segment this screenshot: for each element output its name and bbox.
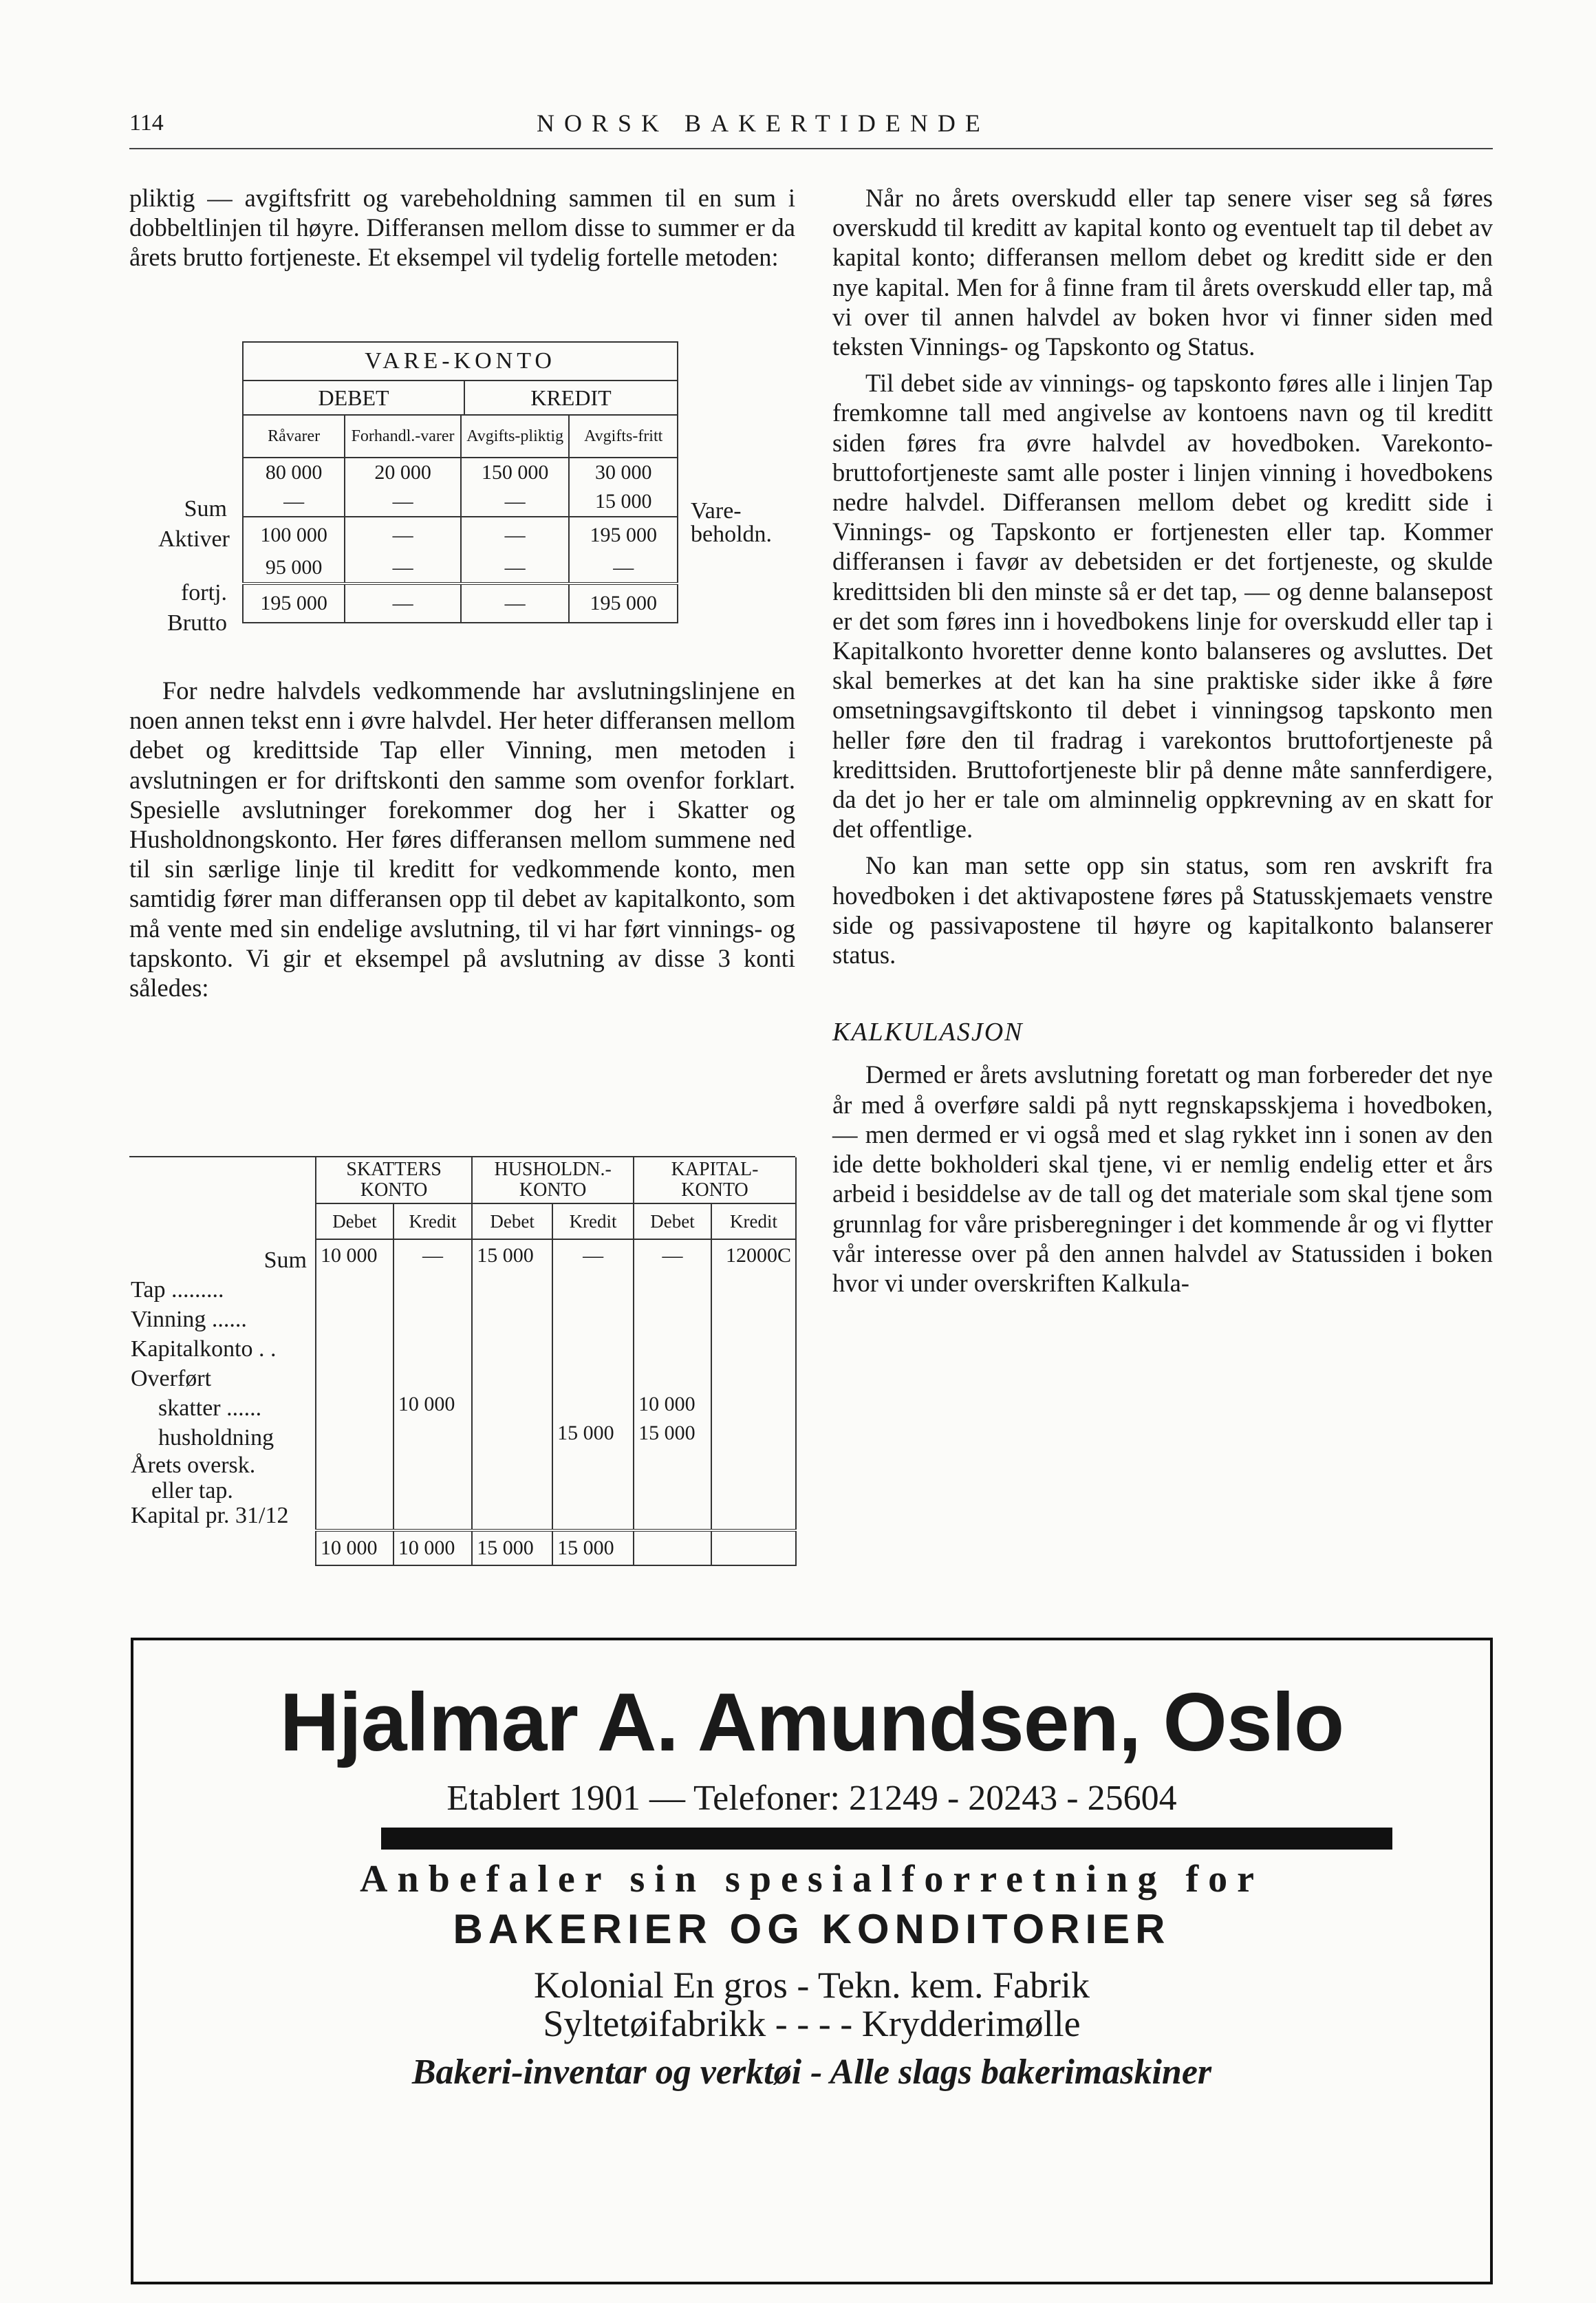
cell: — bbox=[569, 553, 678, 583]
vare-left-labels bbox=[158, 494, 230, 639]
label-vinning: Vinning ...... bbox=[131, 1307, 247, 1332]
label-husholdning: husholdning bbox=[158, 1425, 274, 1450]
kredit-head: KREDIT bbox=[464, 381, 677, 414]
sub-kredit: Kredit bbox=[393, 1203, 472, 1239]
right-paragraph-3: No kan man sette opp sin status, som ren avskrift fra hovedboken i det aktivapostene føres på Statusskjemaets venstre side og passivapostene til høyre og kapitalkonto balanserer status. bbox=[832, 851, 1493, 970]
ad-trade: BAKERIER OG KONDITORIER bbox=[453, 1906, 1171, 1952]
journal-title: NORSK BAKERTIDENDE bbox=[537, 109, 990, 137]
cell bbox=[316, 1419, 393, 1448]
table-row bbox=[243, 487, 678, 517]
cell bbox=[472, 1419, 552, 1448]
cell: 15 000 bbox=[472, 1530, 552, 1565]
sub-kredit: Kredit bbox=[552, 1203, 634, 1239]
right-paragraph-1: Når no årets overskudd eller tap senere viser seg så føres overskudd til kreditt av kapital konto og eventuelt tap til debet av kapital konto; differansen mellom debet og kreditt side er den nye kapital. Men for å finne fram til årets overskudd eller tap, må vi over til annen halvdel av boken hvor vi finner siden med teksten Vinnings- og Tapskonto og Status. bbox=[832, 184, 1493, 361]
cell bbox=[711, 1390, 796, 1419]
cell: — bbox=[461, 583, 570, 623]
sub-kredit: Kredit bbox=[711, 1203, 796, 1239]
cell: 15 000 bbox=[552, 1419, 634, 1448]
husholdning-row bbox=[316, 1419, 796, 1448]
subhead: Forhandl.-varer bbox=[345, 415, 461, 458]
cell: — bbox=[345, 517, 461, 553]
ad-line-1: Kolonial En gros - Tekn. kem. Fabrik bbox=[533, 1964, 1090, 2006]
label-brutto: Brutto bbox=[167, 610, 227, 636]
label-kapital-pr: Kapital pr. 31/12 bbox=[131, 1503, 289, 1528]
cell: — bbox=[461, 517, 570, 553]
cell: 10 000 bbox=[634, 1390, 711, 1419]
head-husholdn: HUSHOLDN.-KONTO bbox=[472, 1157, 634, 1203]
ad-line-3: Bakeri-inventar og verktøi - Alle slags bakerimaskiner bbox=[411, 2053, 1212, 2092]
cell: 95 000 bbox=[243, 553, 345, 583]
table-row bbox=[243, 517, 678, 553]
spacer-row bbox=[316, 1272, 796, 1390]
label-aktiver: Aktiver bbox=[158, 526, 230, 552]
subhead: Avgifts-pliktig bbox=[461, 415, 570, 458]
head-kapital: KAPITAL-KONTO bbox=[634, 1157, 796, 1203]
vare-side-heads bbox=[242, 380, 678, 414]
konto-labels bbox=[131, 1245, 307, 1528]
cell: — bbox=[243, 487, 345, 517]
label-tap: Tap ......... bbox=[131, 1277, 224, 1303]
cell bbox=[634, 1530, 711, 1565]
cell: 195 000 bbox=[243, 583, 345, 623]
sub-debet: Debet bbox=[472, 1203, 552, 1239]
middle-paragraph: For nedre halvdels vedkommende har avslutningslinjene en noen annen tekst enn i øvre halvdel. Her heter differansen mellom debet og kredittside Tap eller Vinning, men metoden i avslutningen er for driftskonti den samme som ovenfor forklart. Spesielle avslutninger forekommer dog her i Skatter og Husholdnongskonto. Her føres differansen mellom summene ned til sin særlige linje til kreditt for vedkommende konto, men samtidig fører man differansen opp til debet av kapitalkonto, som må vente med sin endelige avslutning, til vi har ført vinnings- og tapskonto. Vi gir et eksempel på avslutning av disse 3 konti således: bbox=[129, 676, 795, 1003]
cell: 15 000 bbox=[472, 1239, 552, 1272]
right-paragraph-4: Dermed er årets avslutning foretatt og man forbereder det nye år med å overføre saldi på nytt regnskapsskjema i hovedboken, — men dermed er vi også med et slag rykket inn i sonen av den ide dette bokholderi skal tjene, vi er nemlig endelig etter et års arbeid i besiddelse av de tall og det materiale som skal tjene som grunnlag for våre prisberegninger i det kommende år og vi flytter vår interesse over på den annen halvdel av Statussiden i boken hvor vi under overskriften Kalkula- bbox=[832, 1060, 1493, 1297]
label-skatter: skatter ...... bbox=[158, 1395, 262, 1421]
cell: — bbox=[345, 487, 461, 517]
spacer-row bbox=[316, 1448, 796, 1530]
header-rule bbox=[129, 148, 1493, 149]
ad-recommends: Anbefaler sin spesialforretning for bbox=[360, 1858, 1264, 1900]
cell bbox=[552, 1390, 634, 1419]
skatter-row bbox=[316, 1390, 796, 1419]
cell: 15 000 bbox=[552, 1530, 634, 1565]
intro-paragraph: pliktig — avgiftsfritt og varebeholdning sammen til en sum i dobbeltlinjen til høyre. Differansen mellom disse to summer er da årets brutto fortjeneste. Et eksempel vil tydelig fortelle metoden: bbox=[129, 184, 795, 272]
vare-subheads bbox=[243, 415, 678, 458]
cell: 10 000 bbox=[316, 1530, 393, 1565]
label-sum: Sum bbox=[184, 496, 227, 522]
sub-debet: Debet bbox=[316, 1203, 393, 1239]
table-row bbox=[243, 458, 678, 487]
sum-row bbox=[316, 1239, 796, 1272]
vare-title: VARE-KONTO bbox=[242, 341, 678, 380]
cell: 195 000 bbox=[569, 517, 678, 553]
label-overfort: Overført bbox=[131, 1366, 212, 1391]
label-fortj: fortj. bbox=[180, 580, 227, 606]
subhead: Råvarer bbox=[243, 415, 345, 458]
label-beholdn: beholdn. bbox=[691, 522, 773, 547]
label-kapitalkonto: Kapitalkonto . . bbox=[131, 1336, 277, 1362]
cell: — bbox=[634, 1239, 711, 1272]
vare-konto-table bbox=[242, 341, 678, 623]
ad-established: Etablert 1901 — Telefoner: 21249 - 20243 - 25604 bbox=[446, 1779, 1177, 1818]
right-column bbox=[832, 183, 1493, 1298]
subhead: Avgifts-fritt bbox=[569, 415, 678, 458]
ad-company-name: Hjalmar A. Amundsen, Oslo bbox=[279, 1676, 1344, 1768]
cell: 100 000 bbox=[243, 517, 345, 553]
advertisement bbox=[131, 1638, 1493, 2284]
left-middle bbox=[129, 676, 795, 1003]
label-eller-tap: eller tap. bbox=[151, 1478, 233, 1503]
page-number: 114 bbox=[129, 110, 164, 136]
cell: 195 000 bbox=[569, 583, 678, 623]
cell bbox=[316, 1390, 393, 1419]
vare-grid bbox=[242, 414, 678, 623]
cell: 15 000 bbox=[634, 1419, 711, 1448]
head-skatters: SKATTERS KONTO bbox=[316, 1157, 472, 1203]
cell: 20 000 bbox=[345, 458, 461, 487]
sub-debet: Debet bbox=[634, 1203, 711, 1239]
cell: 10 000 bbox=[316, 1239, 393, 1272]
konto-grid bbox=[315, 1157, 797, 1566]
cell: 10 000 bbox=[393, 1530, 472, 1565]
label-sum: Sum bbox=[263, 1247, 307, 1273]
table-row bbox=[243, 583, 678, 623]
right-paragraph-2: Til debet side av vinnings- og tapskonto føres alle i linjen Tap fremkomne tall med angivelse av kontoens navn og til kreditt siden føres fra øvre halvdel av hovedboken. Varekonto-bruttofortjeneste samt alle poster i linjen vinning i hovedbokens nedre halvdel. Differansen mellom debet og kreditt side i Vinnings- og Tapskonto er fortjenesten eller tap. Kommer differansen i favør av debetsiden er det fortjeneste, og skulde kredittsiden bli den minste så er det tap, — og denne balansepost er det som føres inn i hovedbokens linje for overskudd eller tap i Kapitalkonto hvoretter denne konto balanseres og avsluttes. Det skal bemerkes at det kan ha sine praktiske sider ikke å føre omsetningsavgiftskonto til debet i vinningsog tapskonto men heller føre den til fradrag i varekontos bruttofortjeneste på kredittsiden. Bruttofortjeneste blir på denne måte sannferdigere, da det jo her er tale om alminnelig oppkrevning av en skatt for det offentlige. bbox=[832, 369, 1493, 844]
cell bbox=[472, 1390, 552, 1419]
cell: — bbox=[345, 583, 461, 623]
cell: 10 000 bbox=[393, 1390, 472, 1419]
table-row bbox=[243, 553, 678, 583]
debet-head: DEBET bbox=[318, 385, 389, 410]
label-vare: Vare- bbox=[691, 498, 742, 524]
left-intro bbox=[129, 183, 795, 272]
cell: — bbox=[393, 1239, 472, 1272]
cell: 30 000 bbox=[569, 458, 678, 487]
vare-right-labels bbox=[691, 500, 772, 546]
ad-line-2: Syltetøifabrikk - - - - Krydderimølle bbox=[543, 2003, 1081, 2044]
konto-subheads bbox=[316, 1203, 796, 1239]
konto-heads bbox=[316, 1157, 796, 1203]
total-row bbox=[316, 1530, 796, 1565]
cell: — bbox=[345, 553, 461, 583]
cell: — bbox=[552, 1239, 634, 1272]
cell: 15 000 bbox=[569, 487, 678, 517]
cell: — bbox=[461, 487, 570, 517]
section-heading: KALKULASJON bbox=[832, 1018, 1024, 1047]
cell: 12000C bbox=[711, 1239, 796, 1272]
label-arets: Årets oversk. bbox=[131, 1453, 256, 1478]
cell bbox=[711, 1419, 796, 1448]
cell: 80 000 bbox=[243, 458, 345, 487]
cell: 150 000 bbox=[461, 458, 570, 487]
cell: — bbox=[461, 553, 570, 583]
ad-black-bar bbox=[381, 1828, 1392, 1850]
cell bbox=[393, 1419, 472, 1448]
cell bbox=[711, 1530, 796, 1565]
